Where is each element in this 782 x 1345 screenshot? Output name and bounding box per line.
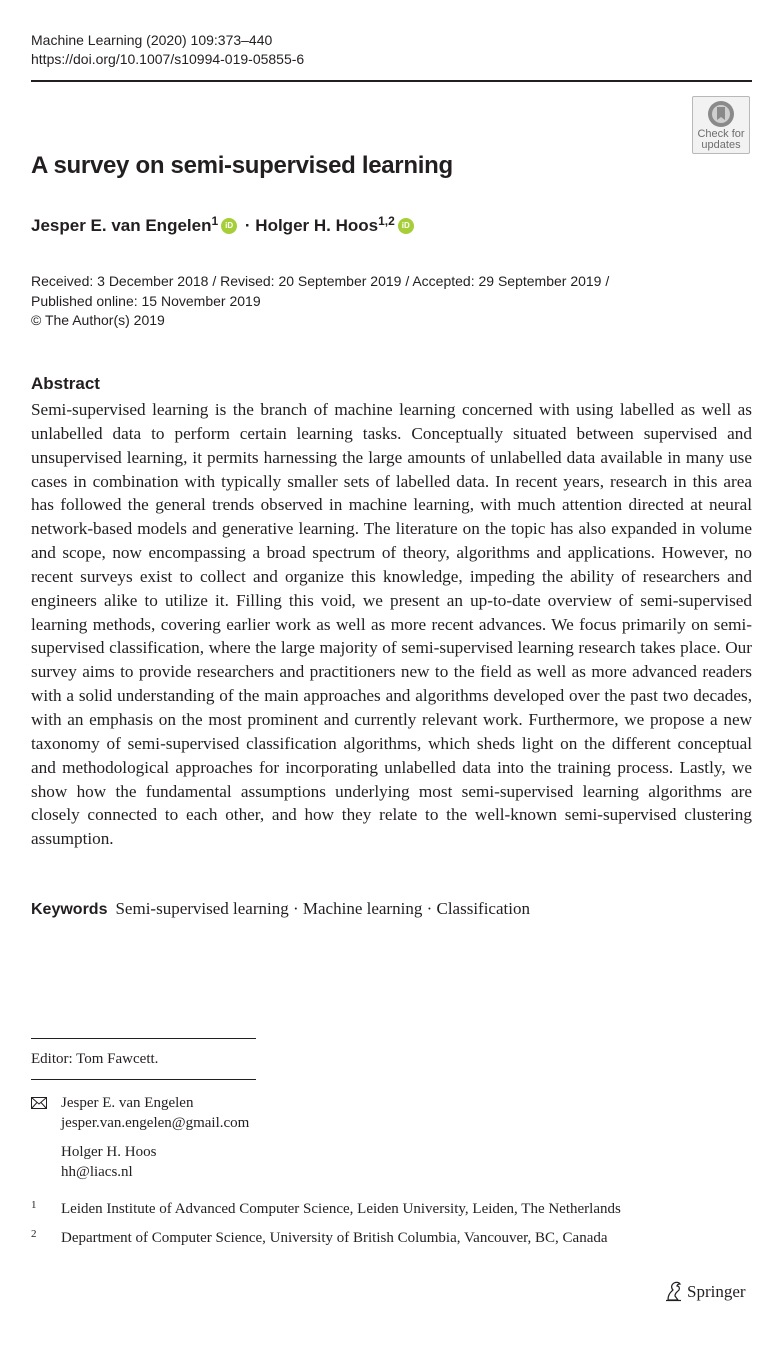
- keywords-label: Keywords: [31, 901, 108, 918]
- doi-link[interactable]: https://doi.org/10.1007/s10994-019-05855-6: [31, 51, 305, 67]
- paper-title: A survey on semi-supervised learning: [31, 152, 453, 179]
- check-for-updates-badge[interactable]: [692, 96, 750, 154]
- contact: [61, 1143, 156, 1182]
- publisher-logo: [665, 1282, 746, 1304]
- envelope-icon: [31, 1097, 47, 1109]
- affiliation-number: 2: [31, 1228, 37, 1240]
- author-list: [31, 216, 417, 236]
- abstract-heading: Abstract: [31, 374, 100, 393]
- bookmark-icon: [692, 97, 750, 131]
- keywords: [31, 899, 530, 919]
- copyright: © The Author(s) 2019: [31, 312, 165, 328]
- publication-dates: [31, 272, 609, 331]
- corresponding-contact: [61, 1094, 249, 1133]
- author-name[interactable]: Holger H. Hoos: [255, 216, 379, 235]
- header-divider: [31, 80, 752, 82]
- keywords-list: Semi-supervised learning · Machine learning · Classification: [115, 899, 530, 918]
- contact-email[interactable]: jesper.van.engelen@gmail.com: [61, 1114, 250, 1131]
- author-affiliation-marker: 1,2: [378, 214, 395, 228]
- badge-label-line2: updates: [701, 139, 741, 151]
- footnote-divider: [31, 1079, 256, 1080]
- orcid-icon[interactable]: iD: [221, 218, 237, 234]
- springer-horse-icon: [665, 1280, 683, 1302]
- abstract-text: Semi-supervised learning is the branch of machine learning concerned with using labelled as well as unlabelled data to perform certain learning tasks. Conceptually situated between supervised and unsupervised learning, it permits harnessing the large amounts of unlabelled data available in many use cases in combination with typically smaller sets of labelled data. In recent years, research in this area has followed the general trends observed in machine learning, with much attention directed at neural network-based models and generative learning. The literature on the topic has also expanded in volume and scope, now encompassing a broad spectrum of theory, algorithms and applications. However, no recent surveys exist to collect and organize this knowledge, impeding the ability of researchers and engineers alike to utilize it. Filling this void, we present an up-to-date overview of semi-supervised learning methods, covering earlier work as well as more recent advances. We focus primarily on semi-supervised classification, where the large majority of semi-supervised learning research takes place. Our survey aims to provide researchers and practitioners new to the field as well as more advanced readers with a solid understanding of the main approaches and algorithms developed over the past two decades, with an emphasis on the most prominent and currently relevant work. Furthermore, we propose a new taxonomy of semi-supervised classification algorithms, which sheds light on the different conceptual and methodological approaches for incorporating unlabelled data into the training process. Lastly, we show how the fundamental assumptions underlying most semi-supervised learning algorithms are closely connected to each other, and how they relate to the well-known semi-supervised clustering assumption.: [31, 400, 752, 849]
- author-name[interactable]: Jesper E. van Engelen: [31, 216, 212, 235]
- orcid-icon[interactable]: iD: [398, 218, 414, 234]
- author-separator: ·: [244, 216, 251, 235]
- badge-label-line1: Check for: [697, 128, 745, 140]
- affiliation-text: Leiden Institute of Advanced Computer Science, Leiden University, Leiden, The Netherlands: [61, 1201, 621, 1217]
- received-revised-accepted: Received: 3 December 2018 / Revised: 20 September 2019 / Accepted: 29 September 2019 /: [31, 273, 610, 289]
- journal-header: [31, 31, 304, 69]
- published-online: Published online: 15 November 2019: [31, 292, 261, 309]
- contact-name: Jesper E. van Engelen: [61, 1095, 194, 1111]
- author-affiliation-marker: 1: [211, 214, 219, 228]
- footnote-divider: [31, 1038, 256, 1039]
- publisher-name: Springer: [687, 1282, 746, 1301]
- affiliation-number: 1: [31, 1199, 37, 1211]
- editor-note: Editor: Tom Fawcett.: [31, 1051, 159, 1067]
- journal-citation: Machine Learning (2020) 109:373–440: [31, 32, 273, 48]
- contact-name: Holger H. Hoos: [61, 1144, 157, 1160]
- affiliation-text: Department of Computer Science, University of British Columbia, Vancouver, BC, Canada: [61, 1230, 608, 1246]
- contact-email[interactable]: hh@liacs.nl: [61, 1163, 133, 1180]
